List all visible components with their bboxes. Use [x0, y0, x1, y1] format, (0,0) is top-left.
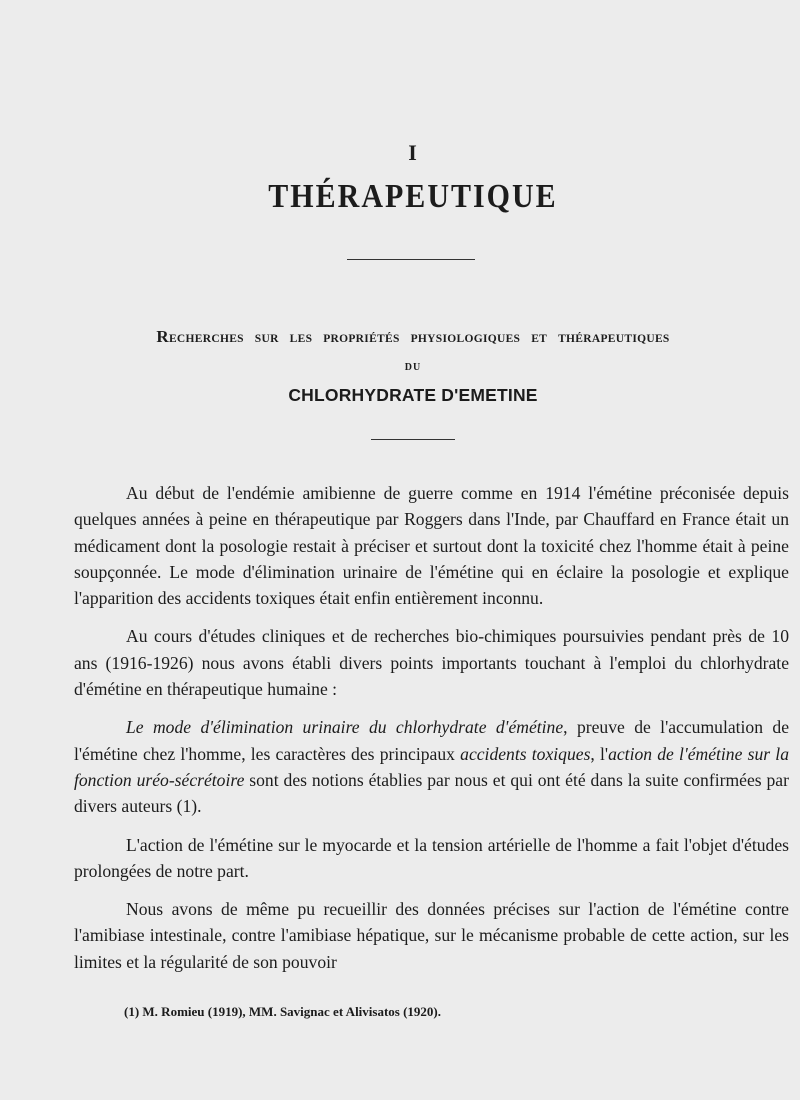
- section-subtitle: [0, 327, 800, 347]
- paragraph-3-text-3: sont des notions établies par nous et qui ont été dans la suite confirmées par divers auteurs (1).: [74, 769, 789, 817]
- paragraph-3-italic-2: accidents toxiques: [460, 743, 591, 764]
- paragraph-5: Nous avons de même pu recueillir des données précises sur l'action de l'émétine contre l'amibiase intestinale, contre l'amibiase hépatique, sur le mécanisme probable de cette action, sur les limites et la régularité de son pouvoir: [74, 899, 789, 972]
- paragraph-2: Au cours d'études cliniques et de recherches bio-chimiques poursuivies pendant près de 10 ans (1916-1926) nous avons établi divers points importants touchant à l'emploi du chlorhydrate d'émétine en thérapeutique humaine :: [74, 626, 789, 700]
- paragraph-4: L'action de l'émétine sur le myocarde et la tension artérielle de l'homme a fait l'objet d'études prolongées de notre part.: [74, 834, 789, 881]
- chapter-title: THÉRAPEUTIQUE: [268, 177, 558, 215]
- section-connector-text: DU: [404, 362, 422, 373]
- title-divider: [347, 259, 475, 260]
- paragraph-3-text-2: , l': [590, 743, 609, 764]
- paragraph-3-italic-1: Le mode d'élimination urinaire du chlorhydrate d'émétine: [126, 717, 564, 738]
- paragraph-1: Au début de l'endémie amibienne de guerre comme en 1914 l'émétine préconisée depuis quelques années à peine en thérapeutique par Roggers dans l'Inde, par Chauffard en France était un médicament dont la posologie restait à préciser et surtout dont la toxicité chez l'homme était à peine soupçonnée. Le mode d'élimination urinaire de l'émétine qui en éclaire la posologie et explique l'apparition des accidents toxiques était enfin entièrement inconnu.: [74, 483, 789, 609]
- section-subtitle-text: RECHERCHES SUR LES PROPRIÉTÉS PHYSIOLOGIQUES ET THÉRAPEUTIQUES: [156, 327, 670, 346]
- footnote: (1) M. Romieu (1919), MM. Savignac et Alivisatos (1920).: [124, 1004, 442, 1019]
- compound-title: CHLORHYDRATE D'EMETINE: [288, 385, 538, 405]
- paragraph-3-italic-3: action de l'émétine sur la fonction uréo-sécrétoire: [74, 743, 789, 790]
- body-text: [74, 480, 789, 987]
- section-divider: [371, 439, 455, 440]
- chapter-numeral: I: [408, 140, 418, 165]
- paragraph-3: [74, 714, 789, 819]
- paragraph-3-text-1: , preuve de l'accumulation de l'émétine chez l'homme, les caractères des principaux: [74, 717, 790, 764]
- section-connector: [0, 362, 800, 373]
